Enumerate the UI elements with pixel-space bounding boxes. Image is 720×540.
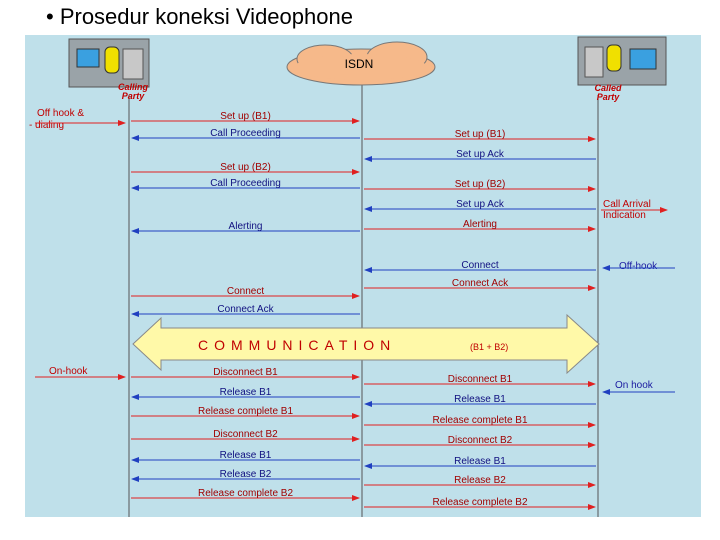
calling-message-label: Call Proceeding — [210, 178, 281, 189]
calling-on-hook-label: On-hook — [49, 366, 88, 377]
communication-label: COMMUNICATION — [198, 337, 397, 353]
calling-message-label: Alerting — [228, 221, 263, 232]
communication-sublabel: (B1 + B2) — [470, 342, 509, 352]
calling-message-label: Disconnect B2 — [213, 429, 278, 440]
called-message-label: Release B1 — [454, 394, 506, 405]
calling-message-label: Release B1 — [219, 450, 272, 461]
calling-message-label: Release complete B2 — [197, 488, 294, 499]
called-party-label-line1: Called — [594, 83, 622, 93]
called-party-terminal — [578, 37, 666, 102]
called-message-label: Set up Ack — [456, 199, 504, 210]
call-arrival-label-line1: Call Arrival — [603, 199, 651, 210]
called-on-hook-event — [603, 380, 675, 392]
off-hook-dialing-label-line2: - dialing — [29, 120, 65, 131]
calling-party-label-line1: Calling — [117, 82, 149, 92]
called-message-label: Release B2 — [454, 475, 506, 486]
called-side-messages — [364, 129, 596, 508]
isdn-call-flow-diagram — [25, 35, 701, 517]
called-message-label: Disconnect B1 — [447, 374, 513, 385]
called-message-label: Connect — [461, 260, 499, 271]
called-party-label-line2: Party — [596, 92, 620, 102]
called-off-hook-event — [603, 261, 675, 272]
communication-banner — [133, 315, 599, 373]
calling-message-label: Set up (B2) — [220, 162, 271, 173]
called-on-hook-label: On hook — [615, 380, 653, 391]
calling-party-label-line2: Party — [121, 91, 145, 101]
calling-side-messages — [131, 111, 360, 499]
call-arrival-label-line2: Indication — [603, 210, 646, 221]
calling-party-terminal — [69, 39, 149, 101]
calling-message-label: Call Proceeding — [210, 128, 281, 139]
isdn-cloud-label: ISDN — [344, 57, 374, 71]
call-arrival-indication-event — [601, 199, 667, 221]
calling-message-label: Connect Ack — [217, 304, 274, 315]
slide-title: • Prosedur koneksi Videophone — [46, 4, 353, 29]
calling-message-label: Connect — [226, 286, 265, 297]
calling-message-label: Set up (B1) — [220, 111, 271, 122]
called-message-label: Connect Ack — [451, 278, 509, 289]
calling-message-label: Disconnect B1 — [213, 367, 278, 378]
called-message-label: Release complete B2 — [432, 497, 528, 508]
called-off-hook-label: Off-hook — [619, 261, 658, 272]
calling-message-label: Release B2 — [219, 469, 272, 480]
called-message-label: Set up Ack — [456, 149, 504, 160]
off-hook-dialing-label-line1: Off hook & — [37, 108, 85, 119]
called-message-label: Release B1 — [454, 456, 506, 467]
called-message-label: Set up (B2) — [454, 179, 506, 190]
isdn-cloud — [287, 42, 435, 85]
calling-message-label: Release B1 — [219, 387, 272, 398]
calling-on-hook-event — [35, 366, 125, 377]
called-message-label: Alerting — [463, 219, 497, 230]
called-message-label: Release complete B1 — [432, 415, 528, 426]
off-hook-dialing-event — [29, 108, 125, 131]
calling-message-label: Release complete B1 — [197, 406, 294, 417]
called-message-label: Disconnect B2 — [447, 435, 513, 446]
called-message-label: Set up (B1) — [454, 129, 506, 140]
